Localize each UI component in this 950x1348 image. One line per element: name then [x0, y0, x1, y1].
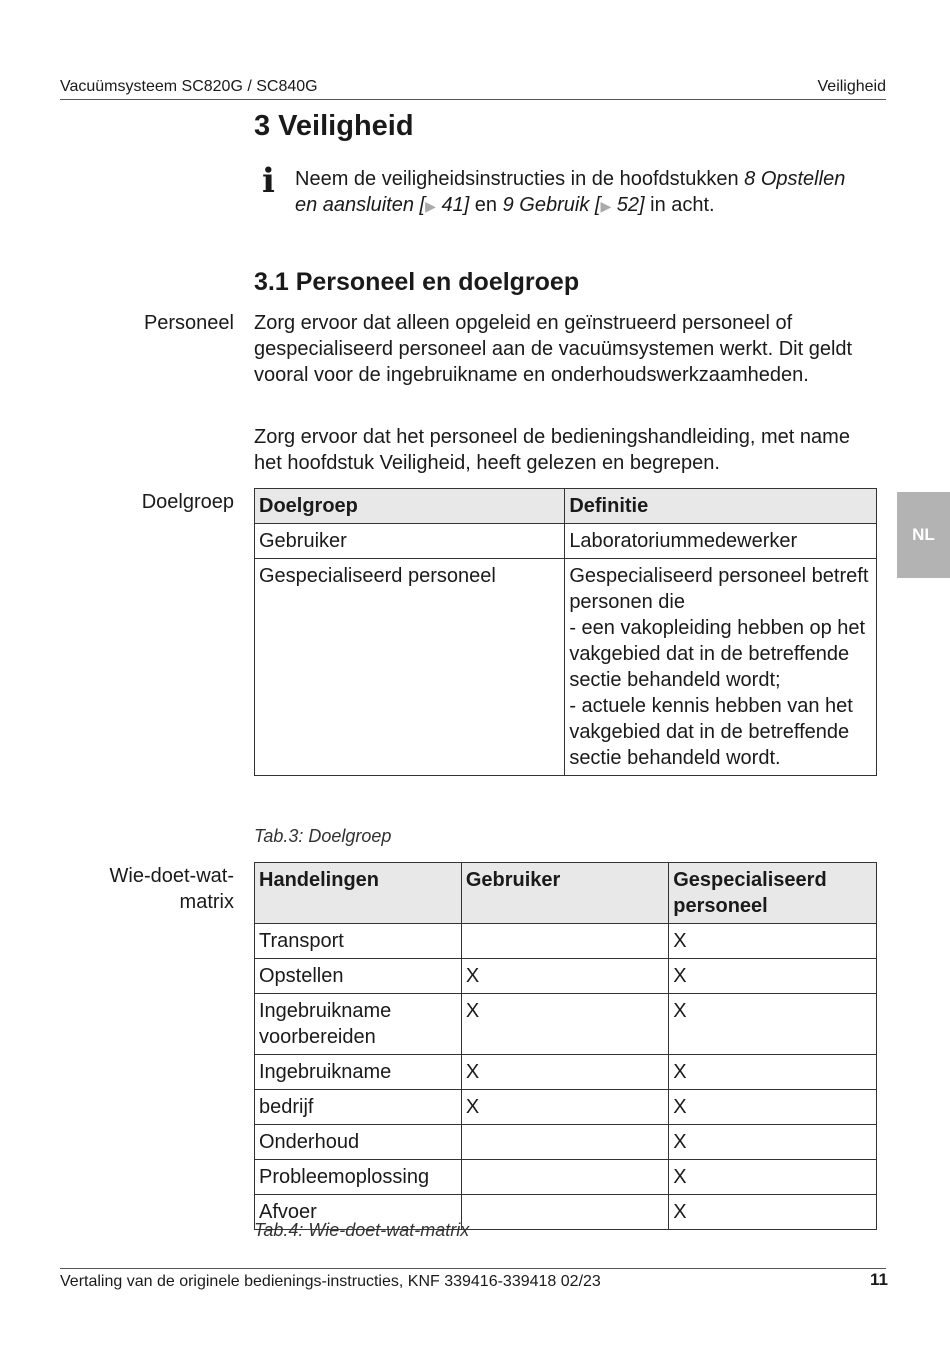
- side-label-personeel: Personeel: [143, 312, 234, 334]
- column-header: Gebruiker: [461, 863, 668, 924]
- table-cell: X: [461, 959, 668, 994]
- table-caption: Tab.3: Doelgroep: [254, 826, 392, 846]
- note-text-after: in acht.: [644, 194, 715, 216]
- target-group-table: [254, 488, 877, 776]
- table-row: [255, 959, 877, 994]
- table-cell: [461, 1160, 668, 1195]
- info-icon: i: [262, 161, 275, 201]
- note-text-before: Neem de veiligheidsinstructies in de hoofdstukken: [295, 168, 745, 190]
- table-row: [255, 1160, 877, 1195]
- paragraph-personnel-manual: Zorg ervoor dat het personeel de bedieningshandleiding, met name het hoofdstuk Veiligheid, heeft gelezen en begrepen.: [254, 426, 850, 474]
- table-cell: X: [461, 1090, 668, 1125]
- safety-note: [295, 166, 870, 219]
- note-link-use-page: 52]: [611, 194, 645, 216]
- side-label-matrix: Wie-doet-wat-matrix: [109, 865, 234, 913]
- note-text-between: en: [469, 194, 503, 216]
- table-cell: X: [461, 1055, 668, 1090]
- table-cell: X: [669, 1160, 877, 1195]
- table-cell: X: [669, 1195, 877, 1230]
- table-cell: Gespecialiseerd personeel: [255, 559, 565, 776]
- table-cell: [461, 924, 668, 959]
- column-header: Handelingen: [255, 863, 462, 924]
- table-cell: [461, 1195, 668, 1230]
- table-cell: [461, 1125, 668, 1160]
- paragraph-personnel-qualification: Zorg ervoor dat alleen opgeleid en geïnstrueerd personeel of gespecialiseerd personeel aan de vacuümsystemen werkt. Dit geldt vooral voor de ingebruikname en onderhoudswerkzaamheden.: [254, 312, 853, 386]
- page-ref-arrow-icon: ▶: [425, 198, 436, 214]
- table-row: [255, 1125, 877, 1160]
- footer-text: Vertaling van de originele bedienings-instructies, KNF 339416-339418 02/23: [60, 1273, 601, 1290]
- table-cell: X: [669, 994, 877, 1055]
- page-number: 11: [870, 1270, 888, 1289]
- note-link-use[interactable]: [503, 194, 645, 216]
- table-row: [255, 524, 877, 559]
- responsibility-matrix-table: [254, 862, 877, 1230]
- table-header-row: [255, 489, 877, 524]
- table-cell: Laboratoriummedewerker: [565, 524, 877, 559]
- table-cell: X: [461, 994, 668, 1055]
- note-link-use-text: 9 Gebruik [: [502, 194, 601, 216]
- page-ref-arrow-icon: ▶: [600, 198, 612, 214]
- section-name: Veiligheid: [817, 78, 886, 95]
- table-row: [255, 994, 877, 1055]
- table-cell: Afvoer: [255, 1195, 462, 1230]
- table-cell: X: [669, 1125, 877, 1160]
- table-row: [255, 924, 877, 959]
- note-link-setup-text: 8 Opstellen en aansluiten [: [295, 168, 846, 216]
- language-tab: NL: [897, 492, 950, 578]
- table-cell: Gebruiker: [255, 524, 565, 559]
- table-cell: bedrijf: [255, 1090, 462, 1125]
- table-row: [255, 559, 877, 776]
- table-cell: Ingebruikname: [255, 1055, 462, 1090]
- table-cell: X: [669, 1090, 877, 1125]
- column-header: Doelgroep: [255, 489, 565, 524]
- header-divider: [60, 99, 886, 100]
- table-cell: Transport: [255, 924, 462, 959]
- column-header: Definitie: [565, 489, 877, 524]
- table-cell: X: [669, 959, 877, 994]
- note-link-setup-page: 41]: [435, 194, 470, 216]
- table-cell: X: [669, 1055, 877, 1090]
- table-cell: Onderhoud: [255, 1125, 462, 1160]
- table-row: [255, 1055, 877, 1090]
- table-cell: Opstellen: [255, 959, 462, 994]
- table-cell: Probleemoplossing: [255, 1160, 462, 1195]
- table-cell: Gespecialiseerd personeel betreft personen die - een vakopleiding hebben op het vakgebied dat in de betreffende sectie behandeld wordt; - actuele kennis hebben van het vakgebied dat in de betreffende sectie behandeld wordt.: [565, 559, 877, 776]
- table-row: [255, 1090, 877, 1125]
- table-cell: Ingebruikname voorbereiden: [255, 994, 462, 1055]
- document-title: Vacuümsysteem SC820G / SC840G: [60, 78, 318, 95]
- chapter-title: 3 Veiligheid: [254, 110, 414, 142]
- table-cell: X: [669, 924, 877, 959]
- section-title: 3.1 Personeel en doelgroep: [254, 268, 580, 296]
- side-label-doelgroep: Doelgroep: [141, 491, 234, 513]
- footer-divider: [60, 1268, 886, 1269]
- table-caption: Tab.4: Wie-doet-wat-matrix: [254, 1220, 470, 1240]
- table-header-row: [255, 863, 877, 924]
- column-header: Gespecialiseerd personeel: [669, 863, 877, 924]
